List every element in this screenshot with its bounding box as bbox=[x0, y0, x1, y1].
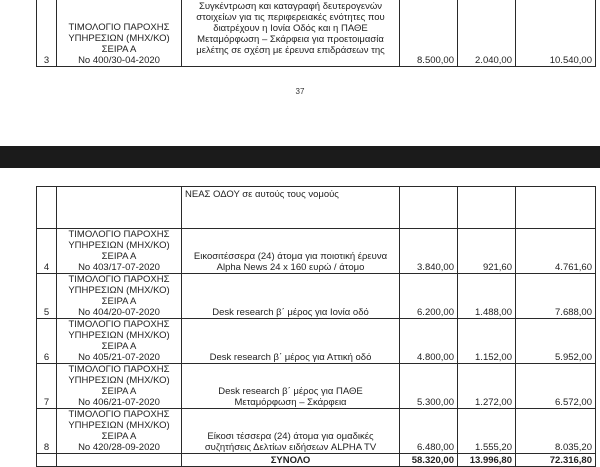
empty-cell bbox=[458, 187, 516, 229]
invoice-cell bbox=[57, 274, 182, 319]
description-line: συζητήσεις Δελτίων ειδήσεων ALPHA TV bbox=[204, 442, 377, 453]
description-cell bbox=[182, 409, 400, 454]
vat-amount: 2.040,00 bbox=[458, 0, 516, 67]
page-separator bbox=[0, 146, 600, 168]
total-amount: 5.952,00 bbox=[516, 319, 596, 364]
description-line: Είκοσι τέσσερα (24) άτομα για ομαδικές bbox=[207, 431, 374, 442]
invoice-cell bbox=[57, 364, 182, 409]
vat-amount: 1.488,00 bbox=[458, 274, 516, 319]
continuation-text: ΝΕΑΣ ΟΔΟΥ σε αυτούς τους νομούς bbox=[182, 187, 400, 229]
table-row bbox=[37, 319, 596, 364]
invoice-line: Νο 406/21-07-2020 bbox=[78, 397, 160, 408]
invoice-line: Νο 405/21-07-2020 bbox=[78, 352, 160, 363]
table-row bbox=[37, 229, 596, 274]
invoice-line: ΥΠΗΡΕΣΙΩΝ (ΜΗΧ/ΚΟ) ΣΕΙΡΑ Α bbox=[68, 330, 170, 352]
row-number: 6 bbox=[37, 319, 57, 364]
invoice-line: ΥΠΗΡΕΣΙΩΝ (ΜΗΧ/ΚΟ) ΣΕΙΡΑ Α bbox=[68, 375, 170, 397]
invoice-line: ΥΠΗΡΕΣΙΩΝ (ΜΗΧ/ΚΟ) ΣΕΙΡΑ Α bbox=[68, 420, 170, 442]
total-net: 58.320,00 bbox=[400, 454, 458, 467]
description-cell bbox=[182, 364, 400, 409]
total-row bbox=[37, 454, 596, 467]
page-number: 37 bbox=[295, 87, 305, 96]
invoice-line: Νο 403/17-07-2020 bbox=[78, 262, 160, 273]
empty-cell bbox=[37, 187, 57, 229]
vat-amount: 1.152,00 bbox=[458, 319, 516, 364]
invoice-line: ΤΙΜΟΛΟΓΙΟ ΠΑΡΟΧΗΣ bbox=[68, 274, 170, 285]
invoice-line: ΤΙΜΟΛΟΓΙΟ ΠΑΡΟΧΗΣ bbox=[68, 229, 170, 240]
invoice-line: ΥΠΗΡΕΣΙΩΝ (ΜΗΧ/ΚΟ) ΣΕΙΡΑ Α bbox=[68, 240, 170, 262]
invoice-cell bbox=[57, 409, 182, 454]
invoice-cell bbox=[57, 229, 182, 274]
invoice-line: ΤΙΜΟΛΟΓΙΟ ΠΑΡΟΧΗΣ bbox=[68, 409, 170, 420]
description-cell bbox=[182, 274, 400, 319]
total-amount: 7.688,00 bbox=[516, 274, 596, 319]
table-row bbox=[37, 187, 596, 229]
net-amount: 3.840,00 bbox=[400, 229, 458, 274]
description-line: Συγκέντρωση και καταγραφή δευτερογενών bbox=[198, 1, 383, 12]
invoice-line: Νο 400/30-04-2020 bbox=[78, 55, 160, 66]
invoice-line: Νο 404/20-07-2020 bbox=[78, 307, 160, 318]
invoice-line: ΤΙΜΟΛΟΓΙΟ ΠΑΡΟΧΗΣ bbox=[68, 319, 170, 330]
invoice-table-bottom bbox=[36, 186, 596, 467]
row-number: 3 bbox=[37, 0, 57, 67]
row-number: 4 bbox=[37, 229, 57, 274]
empty-cell bbox=[57, 454, 182, 467]
description-cell bbox=[182, 319, 400, 364]
empty-cell bbox=[400, 187, 458, 229]
total-amount: 10.540,00 bbox=[516, 0, 596, 67]
invoice-line: ΥΠΗΡΕΣΙΩΝ (ΜΗΧ/ΚΟ) ΣΕΙΡΑ Α bbox=[68, 33, 170, 55]
description-line: Εικοσιτέσσερα (24) άτομα για ποιοτική έρευνα bbox=[193, 251, 388, 262]
invoice-cell bbox=[57, 0, 182, 67]
document-page-top bbox=[0, 0, 600, 146]
total-amount: 8.035,20 bbox=[516, 409, 596, 454]
empty-cell bbox=[516, 187, 596, 229]
empty-cell bbox=[57, 187, 182, 229]
description-line: στοιχείων για τις περιφερειακές ενότητες που bbox=[196, 12, 385, 23]
row-number: 7 bbox=[37, 364, 57, 409]
description-cell bbox=[182, 229, 400, 274]
description-line: μελέτης σε σχέση με έρευνα επιδράσεων της bbox=[196, 45, 385, 56]
description-line: Desk research β΄ μέρος για ΠΑΘΕ bbox=[218, 386, 363, 397]
net-amount: 6.480,00 bbox=[400, 409, 458, 454]
table-row bbox=[37, 0, 596, 67]
invoice-line: ΤΙΜΟΛΟΓΙΟ ΠΑΡΟΧΗΣ bbox=[68, 364, 170, 375]
row-number: 8 bbox=[37, 409, 57, 454]
invoice-table-top bbox=[36, 0, 596, 67]
table-row bbox=[37, 274, 596, 319]
total-amount: 4.761,60 bbox=[516, 229, 596, 274]
net-amount: 6.200,00 bbox=[400, 274, 458, 319]
description-line: Desk research β΄ μέρος για Ιονία οδό bbox=[212, 307, 369, 318]
table-row bbox=[37, 364, 596, 409]
invoice-line: ΤΙΜΟΛΟΓΙΟ ΠΑΡΟΧΗΣ bbox=[68, 22, 170, 33]
description-cell bbox=[182, 0, 400, 67]
net-amount: 5.300,00 bbox=[400, 364, 458, 409]
net-amount: 4.800,00 bbox=[400, 319, 458, 364]
row-number: 5 bbox=[37, 274, 57, 319]
total-vat: 13.996,80 bbox=[458, 454, 516, 467]
invoice-line: Νο 420/28-09-2020 bbox=[78, 442, 160, 453]
description-line: Μεταμόρφωση – Σκάρφεια bbox=[234, 397, 347, 408]
document-page-bottom bbox=[0, 168, 600, 466]
vat-amount: 1.555,20 bbox=[458, 409, 516, 454]
description-line: Desk research β΄ μέρος για Αττική οδό bbox=[209, 352, 372, 363]
grand-total: 72.316,80 bbox=[516, 454, 596, 467]
description-line: Μεταμόρφωση – Σκάρφεια για προετοιμασία bbox=[197, 34, 384, 45]
net-amount: 8.500,00 bbox=[400, 0, 458, 67]
description-line: Alpha News 24 x 160 ευρώ / άτομο bbox=[216, 262, 365, 273]
table-row bbox=[37, 409, 596, 454]
vat-amount: 921,60 bbox=[458, 229, 516, 274]
total-label: ΣΥΝΟΛΟ bbox=[182, 454, 400, 467]
description-line: διατρέχουν η Ιονία Οδός και η ΠΑΘΕ bbox=[213, 23, 368, 34]
vat-amount: 1.272,00 bbox=[458, 364, 516, 409]
empty-cell bbox=[37, 454, 57, 467]
invoice-line: ΥΠΗΡΕΣΙΩΝ (ΜΗΧ/ΚΟ) ΣΕΙΡΑ Α bbox=[68, 285, 170, 307]
invoice-cell bbox=[57, 319, 182, 364]
total-amount: 6.572,00 bbox=[516, 364, 596, 409]
